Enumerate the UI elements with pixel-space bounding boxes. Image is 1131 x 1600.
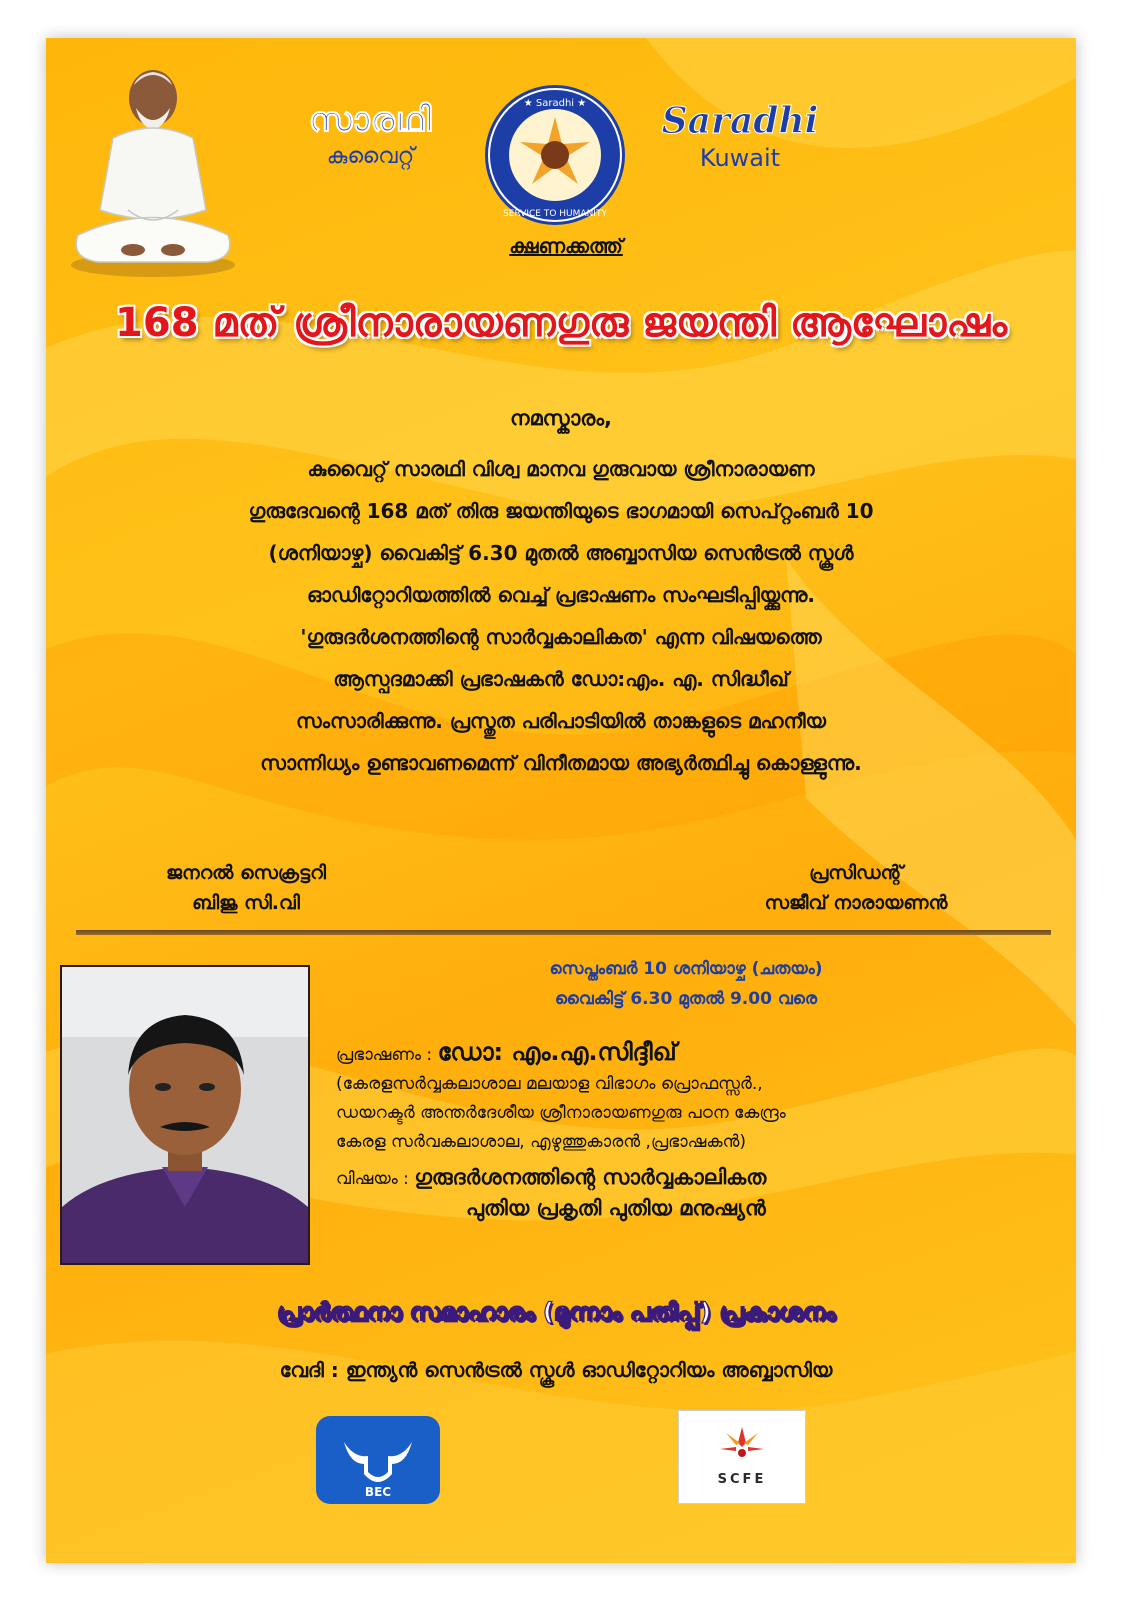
speaker-details bbox=[336, 1038, 1066, 1221]
body-line: ആസ്പദമാക്കി പ്രഭാഷകൻ ഡോ:എം. എ. സിദ്ധീഖ് bbox=[333, 667, 789, 691]
speaker-name: ഡോ: എം.എ.സിദ്ദീഖ് bbox=[437, 1038, 677, 1066]
event-schedule bbox=[446, 954, 926, 1014]
subject-row bbox=[336, 1165, 1066, 1190]
logo-en-name: Saradhi bbox=[661, 100, 819, 142]
secretary-name: ബിജു സി.വി bbox=[192, 892, 300, 914]
speaker-label: പ്രഭാഷണം : bbox=[336, 1045, 433, 1065]
guru-portrait bbox=[58, 60, 248, 280]
saradhi-logo-english bbox=[630, 100, 850, 172]
signatory-president bbox=[686, 858, 1026, 918]
book-release-line: പ്രാർത്ഥനാ സമാഹാരം (മൂന്നാം പതിപ്പ്) പ്രകാശനം bbox=[276, 1298, 836, 1326]
event-date: സെപ്തംബർ 10 ശനിയാഴ്ച (ചതയം) bbox=[549, 959, 823, 979]
svg-text:★ Saradhi ★: ★ Saradhi ★ bbox=[523, 98, 587, 109]
president-title: പ്രസിഡന്റ് bbox=[809, 862, 903, 884]
scfe-logo-icon bbox=[679, 1411, 805, 1503]
body-line: സാന്നിധ്യം ഉണ്ടാവണമെന്ന് വിനീതമായ അഭ്യർത്ഥിച്ചു കൊള്ളുന്നു. bbox=[260, 751, 862, 775]
secretary-title: ജനറൽ സെക്രട്ടറി bbox=[165, 862, 327, 884]
scfe-logo-label: SCFE bbox=[717, 1472, 767, 1487]
body-line: ഗുരുദേവന്റെ 168 മത് തിരു ജയന്തിയുടെ ഭാഗമായി സെപ്റ്റംബർ 10 bbox=[248, 499, 874, 523]
scfe-logo bbox=[678, 1410, 806, 1504]
event-title: 168 മത് ശ്രീനാരായണഗുരു ജയന്തി ആഘോഷം bbox=[115, 300, 1007, 346]
saradhi-logo-malayalam bbox=[258, 100, 483, 169]
affiliation-line: ഡയറക്ടർ അന്തർദേശീയ ശ്രീനാരായണഗുരു പഠന കേന്ദ്രം bbox=[336, 1103, 786, 1123]
greeting: നമസ്കാരം, bbox=[509, 406, 613, 430]
body-line: 'ഗുരുദർശനത്തിന്റെ സാർവ്വകാലികത' എന്ന വിഷയത്തെ bbox=[300, 625, 822, 649]
speaker-affiliation bbox=[336, 1070, 1066, 1157]
body-line: കുവൈറ്റ് സാരഥി വിശ്വ മാനവ ഗുരുവായ ശ്രീനാരായണ bbox=[307, 457, 815, 481]
subject-2: പുതിയ പ്രകൃതി പുതിയ മനുഷ്യൻ bbox=[466, 1196, 766, 1220]
svg-text:SERVICE TO HUMANITY: SERVICE TO HUMANITY bbox=[503, 209, 607, 219]
speaker-row bbox=[336, 1038, 1066, 1066]
subject-label: വിഷയം : bbox=[336, 1169, 409, 1189]
invitation-label: ക്ഷണക്കത്ത് bbox=[509, 234, 623, 258]
logo-ml-name: സാരഥി bbox=[308, 100, 433, 140]
event-time: വൈകിട്ട് 6.30 മുതൽ 9.00 വരെ bbox=[554, 989, 818, 1009]
invitation-poster bbox=[46, 38, 1076, 1563]
section-divider bbox=[76, 930, 1051, 935]
bec-logo-label: BEC bbox=[364, 1485, 392, 1499]
body-line: (ശനിയാഴ്ച) വൈകിട്ട് 6.30 മുതൽ അബ്ബാസിയ സെൻട്രൽ സ്കൂൾ bbox=[268, 541, 854, 565]
bec-logo-icon bbox=[314, 1414, 442, 1506]
logo-ml-sub: കുവൈറ്റ് bbox=[326, 144, 415, 169]
body-line: സംസാരിക്കുന്നു. പ്രസ്തുത പരിപാടിയിൽ താങ്കളുടെ മഹനീയ bbox=[296, 709, 826, 733]
subject-1: ഗുരുദർശനത്തിന്റെ സാർവ്വകാലികത bbox=[414, 1165, 767, 1189]
speaker-photo bbox=[60, 965, 310, 1265]
affiliation-line: കേരള സർവകലാശാല, എഴുത്തുകാരൻ ,പ്രഭാഷകൻ) bbox=[336, 1132, 747, 1152]
logo-en-sub: Kuwait bbox=[699, 144, 781, 172]
president-name: സജീവ് നാരായണൻ bbox=[764, 892, 948, 914]
body-line: ഓഡിറ്റോറിയത്തിൽ വെച്ച് പ്രഭാഷണം സംഘടിപ്പിയ്ക്കുന്നു. bbox=[307, 583, 815, 607]
venue-line: വേദി : ഇന്ത്യൻ സെൻട്രൽ സ്കൂൾ ഓഡിറ്റോറിയം അബ്ബാസിയ bbox=[279, 1358, 833, 1382]
signatory-secretary bbox=[96, 858, 396, 918]
speaker-photo-image bbox=[62, 967, 308, 1263]
affiliation-line: (കേരളസർവ്വകലാശാല മലയാള വിഭാഗം പ്രൊഫസ്സർ., bbox=[336, 1074, 763, 1094]
saradhi-emblem-icon bbox=[482, 82, 628, 228]
invitation-body bbox=[86, 448, 1036, 784]
